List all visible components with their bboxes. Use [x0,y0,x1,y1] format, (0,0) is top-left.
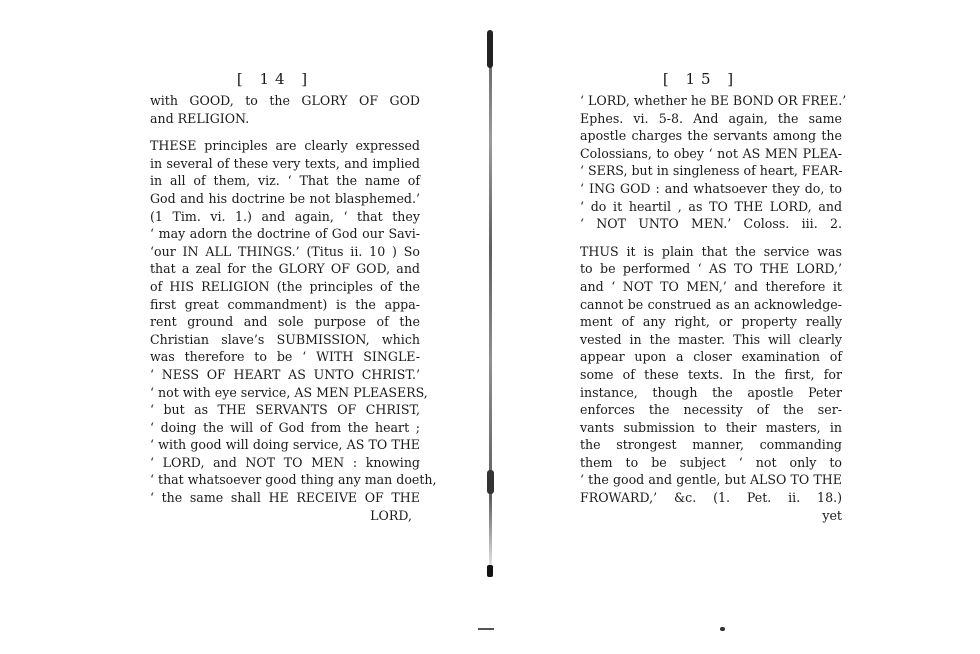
text-line: the strongest manner, commanding [580,437,842,453]
book-spine [489,30,492,580]
text-line: appear upon a closer examination of [580,349,842,365]
ink-blot [478,628,494,630]
text-line: FROWARD,’ &c. (1. Pet. ii. 18.) [580,490,842,506]
text-line: ‘ LORD, whether he BE BOND OR FREE.’ [580,93,847,108]
text-line: ‘ NOT UNTO MEN.’ Coloss. iii. 2. [580,216,842,232]
text-column [580,92,847,524]
catchword: LORD, [370,507,412,523]
catchword: yet [822,507,842,523]
text-line: THUS it is plain that the service was [580,243,842,259]
text-line: God and his doctrine be not blasphemed.’ [150,190,420,206]
text-line: ‘ the good and gentle, but ALSO TO THE [580,472,842,488]
text-line: cannot be construed as an acknowledge- [580,296,842,312]
text-line: rent ground and sole purpose of the [150,314,420,330]
binding-mark [487,470,494,494]
text-line: (1 Tim. vi. 1.) and again, ‘ that they [150,208,420,224]
text-line: ‘ ING GOD : and whatsoever they do, to [580,180,842,196]
text-line: THESE principles are clearly expressed [150,138,420,154]
text-line: ‘ not with eye service, AS MEN PLEASERS, [150,384,428,400]
text-line: and RELIGION. [150,110,250,126]
binding-mark [487,565,493,577]
text-line: ‘ but as THE SERVANTS OF CHRIST, [150,402,420,418]
text-line: ment of any right, or property really [580,314,842,330]
page-number: [ 14 ] [236,70,314,88]
text-line: vants submission to their masters, in [580,419,842,435]
text-line: first great commandment) is the appa- [150,296,420,312]
paragraph-gap [580,233,842,243]
text-line: instance, though the apostle Peter [580,384,842,400]
text-line: ‘ NESS OF HEART AS UNTO CHRIST.’ [150,366,420,382]
text-line: apostle charges the servants among the [580,128,842,144]
text-line: Colossians, to obey ‘ not AS MEN PLEA- [580,145,842,161]
page-number: [ 15 ] [662,70,740,88]
ink-blot [720,627,725,631]
text-line: ‘ with good will doing service, AS TO THE [150,437,420,453]
text-line: was therefore to be ‘ WITH SINGLE- [150,349,420,365]
text-line: in several of these very texts, and implied [150,155,420,171]
text-line: ‘ may adorn the doctrine of God our Savi- [150,226,420,242]
text-line: ‘ that whatsoever good thing any man doeth, [150,472,437,488]
binding-mark [487,30,493,68]
text-line: Christian slave’s SUBMISSION, which [150,331,420,347]
text-line: vested in the master. This will clearly [580,331,842,347]
text-line: ‘ SERS, but in singleness of heart, FEAR- [580,163,843,179]
text-line: enforces the necessity of the ser- [580,402,842,418]
text-line: in all of them, viz. ‘ That the name of [150,173,420,189]
text-line: of HIS RELIGION (the principles of the [150,278,420,294]
text-line: ‘ doing the will of God from the heart ; [150,419,420,435]
text-line: ‘our IN ALL THINGS.’ (Titus ii. 10 ) So [150,243,420,259]
text-line: Ephes. vi. 5-8. And again, the same [580,110,842,126]
text-line: that a zeal for the GLORY OF GOD, and [150,261,420,277]
text-line: with GOOD, to the GLORY OF GOD [150,93,420,108]
text-line: some of these texts. In the first, for [580,366,842,382]
text-line: to be performed ‘ AS TO THE LORD,’ [580,261,842,277]
text-line: and ‘ NOT TO MEN,’ and therefore it [580,278,842,294]
text-column [150,92,437,524]
text-line: ‘ do it heartil , as TO THE LORD, and [580,198,842,214]
text-line: ‘ the same shall HE RECEIVE OF THE [150,490,420,506]
text-line: them to be subject ‘ not only to [580,454,842,470]
text-line: ‘ LORD, and NOT TO MEN : knowing [150,454,420,470]
paragraph-gap [150,127,420,137]
